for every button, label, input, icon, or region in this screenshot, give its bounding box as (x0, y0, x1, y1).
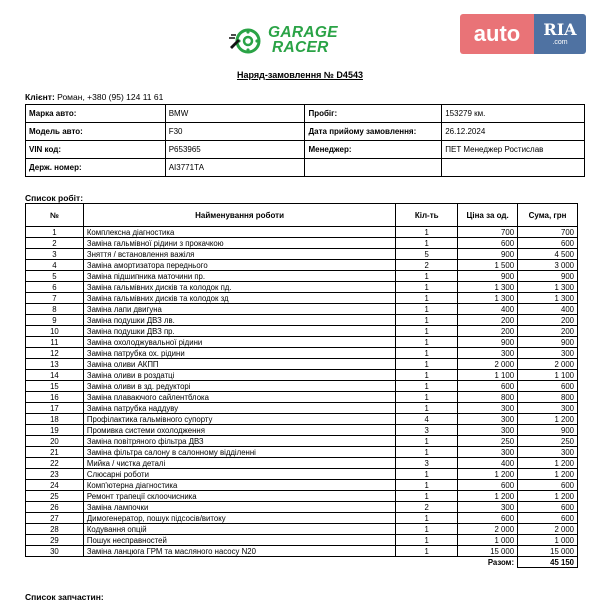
logo-line2: RACER (272, 39, 329, 56)
row-name: Заміна оливи в роздатці (83, 370, 395, 381)
row-num: 26 (26, 502, 84, 513)
row-name: Заміна повітряного фільтра ДВЗ (83, 436, 395, 447)
row-num: 9 (26, 315, 84, 326)
manager-value: ПЕТ Менеджер Ростислав (442, 141, 585, 159)
row-name: Кодування опцій (83, 524, 395, 535)
table-row (26, 414, 578, 425)
autoria-watermark (460, 14, 586, 54)
row-sum: 300 (518, 403, 578, 414)
row-sum: 900 (518, 337, 578, 348)
row-price: 300 (458, 414, 518, 425)
row-name: Комп'ютерна діагностика (83, 480, 395, 491)
table-row (26, 271, 578, 282)
row-price: 700 (458, 227, 518, 238)
watermark-ria-text: RIA (543, 19, 577, 39)
row-sum: 800 (518, 392, 578, 403)
row-price: 200 (458, 315, 518, 326)
table-row (26, 524, 578, 535)
row-price: 900 (458, 337, 518, 348)
row-sum: 400 (518, 304, 578, 315)
table-row (26, 337, 578, 348)
row-name: Заміна лампочки (83, 502, 395, 513)
model-value: F30 (165, 123, 305, 141)
row-num: 22 (26, 458, 84, 469)
date-value: 26.12.2024 (442, 123, 585, 141)
row-name: Заміна оливи в зд. редукторі (83, 381, 395, 392)
row-qty: 1 (396, 315, 458, 326)
row-qty: 3 (396, 425, 458, 436)
table-row (26, 282, 578, 293)
garage-racer-logo (228, 25, 376, 57)
row-name: Заміна лапи двигуна (83, 304, 395, 315)
gear-wrench-icon (228, 25, 264, 57)
row-qty: 1 (396, 436, 458, 447)
row-price: 800 (458, 392, 518, 403)
row-price: 900 (458, 271, 518, 282)
table-row (26, 348, 578, 359)
table-row (26, 469, 578, 480)
row-qty: 1 (396, 238, 458, 249)
row-name: Комплексна діагностика (83, 227, 395, 238)
row-num: 16 (26, 392, 84, 403)
row-sum: 1 200 (518, 491, 578, 502)
row-num: 17 (26, 403, 84, 414)
manager-label: Менеджер: (305, 141, 442, 159)
logo-line1: GARAGE (268, 24, 338, 41)
row-num: 20 (26, 436, 84, 447)
row-qty: 1 (396, 403, 458, 414)
table-row (26, 260, 578, 271)
row-price: 1 200 (458, 491, 518, 502)
row-qty: 1 (396, 271, 458, 282)
row-qty: 1 (396, 370, 458, 381)
date-label: Дата прийому замовлення: (305, 123, 442, 141)
row-price: 1 500 (458, 260, 518, 271)
row-sum: 250 (518, 436, 578, 447)
row-qty: 1 (396, 337, 458, 348)
row-num: 13 (26, 359, 84, 370)
row-sum: 4 500 (518, 249, 578, 260)
table-row (26, 293, 578, 304)
row-num: 21 (26, 447, 84, 458)
row-num: 5 (26, 271, 84, 282)
row-name: Заміна охолоджувальної рідини (83, 337, 395, 348)
row-qty: 1 (396, 293, 458, 304)
table-row (26, 436, 578, 447)
row-price: 400 (458, 304, 518, 315)
mileage-value: 153279 км. (442, 105, 585, 123)
table-row (26, 458, 578, 469)
plate-label: Держ. номер: (26, 159, 166, 177)
row-sum: 200 (518, 326, 578, 337)
works-list-title: Список робіт: (25, 193, 84, 203)
row-name: Заміна плаваючого сайлентблока (83, 392, 395, 403)
table-row (26, 513, 578, 524)
row-num: 7 (26, 293, 84, 304)
logo-text (268, 25, 338, 55)
row-num: 11 (26, 337, 84, 348)
row-sum: 600 (518, 502, 578, 513)
table-row (26, 447, 578, 458)
row-sum: 600 (518, 381, 578, 392)
row-price: 1 300 (458, 282, 518, 293)
row-num: 8 (26, 304, 84, 315)
watermark-ria-sub: .com (552, 38, 568, 46)
row-price: 600 (458, 480, 518, 491)
watermark-auto: auto (460, 14, 534, 54)
row-sum: 1 200 (518, 458, 578, 469)
row-qty: 1 (396, 469, 458, 480)
row-name: Слюсарні роботи (83, 469, 395, 480)
works-table (25, 203, 578, 568)
row-price: 300 (458, 447, 518, 458)
row-price: 600 (458, 381, 518, 392)
row-num: 24 (26, 480, 84, 491)
row-name: Заміна патрубка ох. рідини (83, 348, 395, 359)
table-row (26, 535, 578, 546)
row-sum: 1 000 (518, 535, 578, 546)
row-price: 2 000 (458, 524, 518, 535)
parts-list-title: Список запчастин: (25, 592, 104, 602)
row-qty: 1 (396, 282, 458, 293)
empty-cell (305, 159, 442, 177)
table-row (26, 249, 578, 260)
table-row (26, 238, 578, 249)
total-row (26, 557, 578, 568)
row-name: Заміна гальмівної рідини з прокачкою (83, 238, 395, 249)
brand-value: BMW (165, 105, 305, 123)
row-name: Пошук несправностей (83, 535, 395, 546)
plate-value: АІ3771ТА (165, 159, 305, 177)
row-num: 6 (26, 282, 84, 293)
header-qty: Кіл-ть (396, 204, 458, 227)
row-num: 29 (26, 535, 84, 546)
row-price: 900 (458, 249, 518, 260)
empty-cell (442, 159, 585, 177)
row-qty: 2 (396, 502, 458, 513)
brand-label: Марка авто: (26, 105, 166, 123)
row-price: 15 000 (458, 546, 518, 557)
header-name: Найменування роботи (83, 204, 395, 227)
model-label: Модель авто: (26, 123, 166, 141)
row-qty: 1 (396, 304, 458, 315)
row-name: Димогенератор, пошук підсосів/витоку (83, 513, 395, 524)
row-qty: 1 (396, 491, 458, 502)
row-qty: 5 (396, 249, 458, 260)
row-qty: 1 (396, 447, 458, 458)
total-value: 45 150 (518, 557, 578, 568)
row-sum: 1 200 (518, 414, 578, 425)
table-row (26, 359, 578, 370)
row-sum: 2 000 (518, 524, 578, 535)
row-qty: 4 (396, 414, 458, 425)
row-price: 250 (458, 436, 518, 447)
client-value: Роман, +380 (95) 124 11 61 (57, 92, 164, 102)
mileage-label: Пробіг: (305, 105, 442, 123)
table-row (26, 315, 578, 326)
row-qty: 1 (396, 524, 458, 535)
info-row (26, 123, 585, 141)
table-row (26, 546, 578, 557)
row-qty: 1 (396, 359, 458, 370)
row-price: 1 100 (458, 370, 518, 381)
table-row (26, 227, 578, 238)
table-row (26, 403, 578, 414)
row-qty: 1 (396, 392, 458, 403)
table-row (26, 392, 578, 403)
table-row (26, 304, 578, 315)
row-qty: 1 (396, 480, 458, 491)
row-price: 2 000 (458, 359, 518, 370)
row-sum: 300 (518, 348, 578, 359)
row-qty: 1 (396, 326, 458, 337)
row-price: 1 000 (458, 535, 518, 546)
row-name: Промивка системи охолодження (83, 425, 395, 436)
row-sum: 1 300 (518, 293, 578, 304)
table-row (26, 381, 578, 392)
header-num: № (26, 204, 84, 227)
row-qty: 2 (396, 260, 458, 271)
row-name: Заміна подушки ДВЗ лв. (83, 315, 395, 326)
header-price: Ціна за од. (458, 204, 518, 227)
row-sum: 2 000 (518, 359, 578, 370)
row-sum: 900 (518, 271, 578, 282)
vin-label: VIN код: (26, 141, 166, 159)
row-name: Мийка / чистка деталі (83, 458, 395, 469)
row-price: 200 (458, 326, 518, 337)
row-sum: 600 (518, 513, 578, 524)
row-qty: 3 (396, 458, 458, 469)
row-sum: 200 (518, 315, 578, 326)
vehicle-info-table (25, 104, 585, 177)
row-name: Заміна оливи АКПП (83, 359, 395, 370)
row-price: 300 (458, 403, 518, 414)
row-qty: 1 (396, 348, 458, 359)
row-price: 600 (458, 238, 518, 249)
row-num: 2 (26, 238, 84, 249)
row-num: 23 (26, 469, 84, 480)
header-sum: Сума, грн (518, 204, 578, 227)
row-qty: 1 (396, 535, 458, 546)
row-price: 400 (458, 458, 518, 469)
info-row (26, 141, 585, 159)
row-num: 25 (26, 491, 84, 502)
row-num: 28 (26, 524, 84, 535)
works-body (26, 227, 578, 557)
row-num: 19 (26, 425, 84, 436)
row-name: Зняття / встановлення важіля (83, 249, 395, 260)
row-num: 15 (26, 381, 84, 392)
row-sum: 1 200 (518, 469, 578, 480)
document-title: Наряд-замовлення № D4543 (237, 70, 363, 80)
row-name: Заміна патрубка наддуву (83, 403, 395, 414)
table-row (26, 326, 578, 337)
client-label: Клієнт: (25, 92, 55, 102)
row-sum: 1 100 (518, 370, 578, 381)
row-sum: 600 (518, 480, 578, 491)
row-sum: 3 000 (518, 260, 578, 271)
row-sum: 300 (518, 447, 578, 458)
table-row (26, 491, 578, 502)
row-sum: 700 (518, 227, 578, 238)
table-row (26, 480, 578, 491)
row-price: 1 200 (458, 469, 518, 480)
works-header-row (26, 204, 578, 227)
row-name: Заміна фільтра салону в салонному відділенні (83, 447, 395, 458)
row-name: Заміна амортизатора переднього (83, 260, 395, 271)
row-name: Профілактика гальмівного супорту (83, 414, 395, 425)
total-label: Разом: (487, 557, 515, 567)
row-num: 30 (26, 546, 84, 557)
row-price: 1 300 (458, 293, 518, 304)
row-num: 4 (26, 260, 84, 271)
row-price: 600 (458, 513, 518, 524)
row-qty: 1 (396, 381, 458, 392)
vin-value: P653965 (165, 141, 305, 159)
row-qty: 1 (396, 546, 458, 557)
row-price: 300 (458, 425, 518, 436)
table-row (26, 502, 578, 513)
info-row (26, 159, 585, 177)
row-name: Заміна ланцюга ГРМ та масляного насосу N20 (83, 546, 395, 557)
row-name: Ремонт трапеції склоочисника (83, 491, 395, 502)
row-price: 300 (458, 502, 518, 513)
row-num: 12 (26, 348, 84, 359)
row-num: 1 (26, 227, 84, 238)
watermark-ria (534, 14, 586, 54)
row-qty: 1 (396, 227, 458, 238)
row-sum: 600 (518, 238, 578, 249)
row-num: 27 (26, 513, 84, 524)
row-num: 10 (26, 326, 84, 337)
row-sum: 900 (518, 425, 578, 436)
row-num: 18 (26, 414, 84, 425)
row-name: Заміна підшипника маточини пр. (83, 271, 395, 282)
row-name: Заміна гальмівних дисків та колодок пд. (83, 282, 395, 293)
row-num: 3 (26, 249, 84, 260)
info-row (26, 105, 585, 123)
row-name: Заміна подушки ДВЗ пр. (83, 326, 395, 337)
row-qty: 1 (396, 513, 458, 524)
row-num: 14 (26, 370, 84, 381)
table-row (26, 425, 578, 436)
row-sum: 15 000 (518, 546, 578, 557)
row-sum: 1 300 (518, 282, 578, 293)
client-line (25, 92, 163, 102)
table-row (26, 370, 578, 381)
row-name: Заміна гальмівних дисків та колодок зд (83, 293, 395, 304)
row-price: 300 (458, 348, 518, 359)
